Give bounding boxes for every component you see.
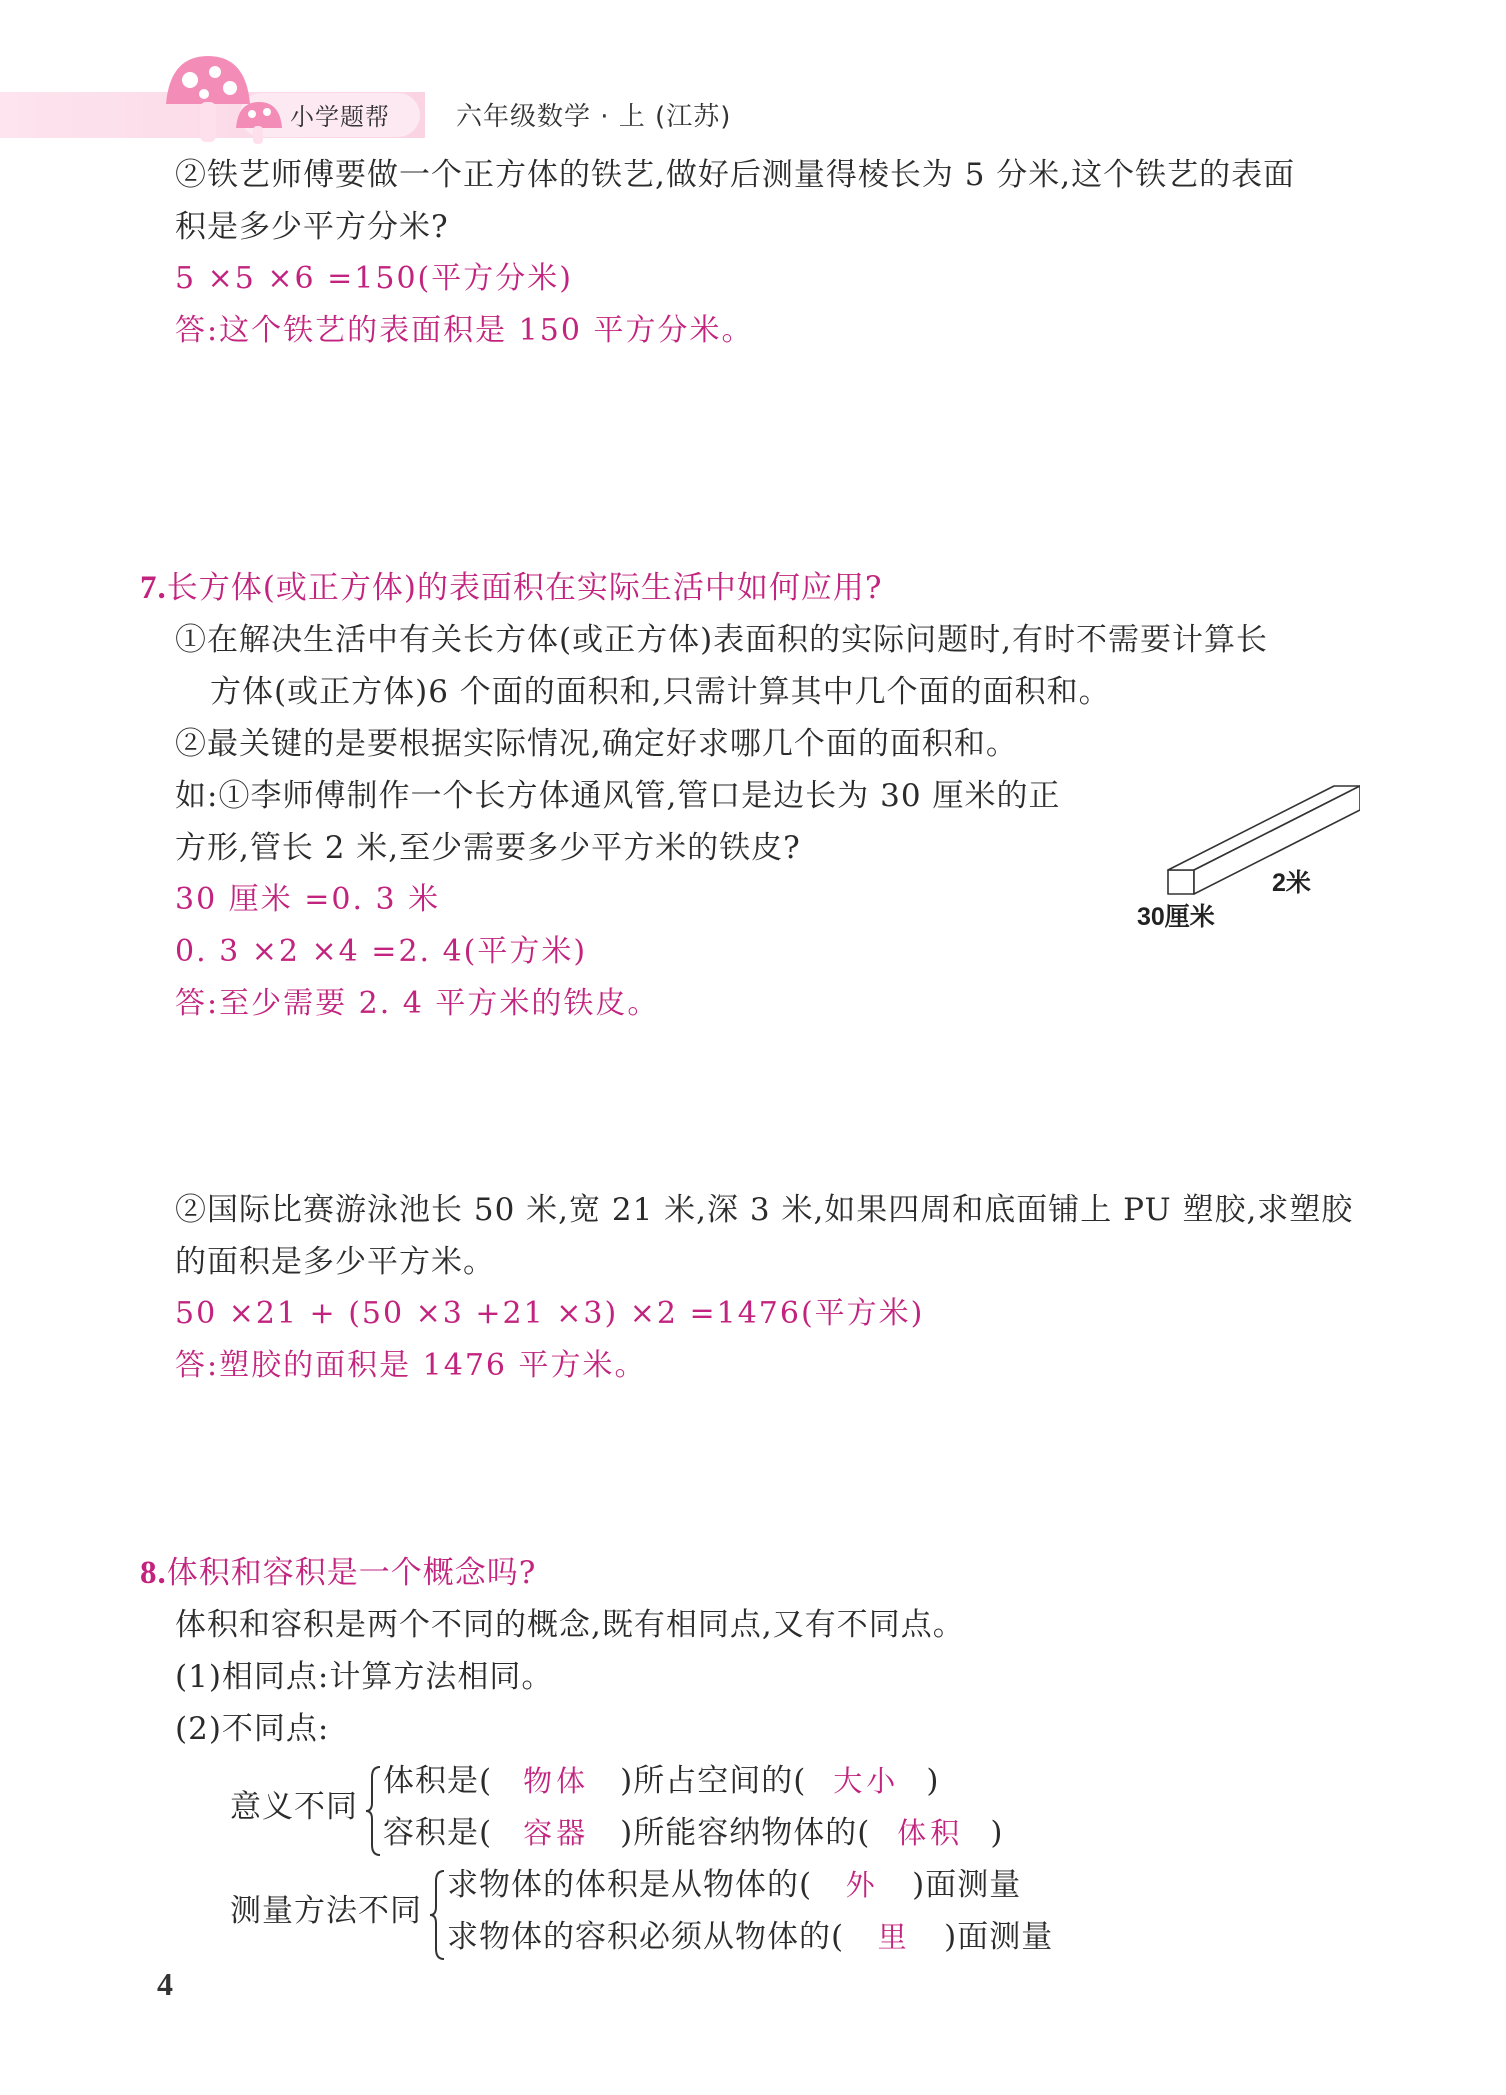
point-line: ①在解决生活中有关长方体(或正方体)表面积的实际问题时,有时不需要计算长	[175, 622, 1269, 658]
blank-answer: 外	[845, 1868, 879, 1902]
question-line: 积是多少平方分米?	[175, 209, 449, 245]
q7-number: 7.	[140, 570, 167, 606]
q7-title: 长方体(或正方体)的表面积在实际生活中如何应用?	[166, 570, 883, 606]
blank-answer: 里	[877, 1920, 911, 1954]
example-line: 的面积是多少平方米。	[175, 1244, 495, 1280]
measure-label: 测量方法不同	[230, 1893, 422, 1929]
question-line: ②铁艺师傅要做一个正方体的铁艺,做好后测量得棱长为 5 分米,这个铁艺的表面	[175, 157, 1296, 193]
blank-answer: 大小	[833, 1764, 900, 1798]
answer: 答:至少需要 2. 4 平方米的铁皮。	[175, 986, 660, 1021]
header-brand: 小学题帮	[290, 103, 390, 131]
point-line: ②最关键的是要根据实际情况,确定好求哪几个面的面积和。	[175, 726, 1018, 762]
meaning-row-volume: 体积是( 物体 )所占空间的( 大小 )	[383, 1763, 940, 1799]
brace-icon	[428, 1869, 448, 1961]
blank-answer: 体积	[897, 1816, 964, 1850]
blank-answer: 物体	[523, 1764, 590, 1798]
brace-icon	[364, 1765, 384, 1857]
calculation: 50 ×21 + (50 ×3 +21 ×3) ×2 =1476(平方米)	[175, 1296, 925, 1331]
mushroom-icon	[160, 52, 290, 147]
example-line: ②国际比赛游泳池长 50 米,宽 21 米,深 3 米,如果四周和底面铺上 PU 塑胶,求塑胶	[175, 1192, 1354, 1228]
example-line: 如:①李师傅制作一个长方体通风管,管口是边长为 30 厘米的正	[175, 778, 1061, 814]
meaning-label: 意义不同	[230, 1789, 358, 1825]
q8-number: 8.	[140, 1555, 167, 1591]
example-line: 方形,管长 2 米,至少需要多少平方米的铁皮?	[175, 830, 801, 866]
q8-title: 体积和容积是一个概念吗?	[166, 1555, 537, 1591]
measure-row-volume: 求物体的体积是从物体的( 外 )面测量	[447, 1867, 1022, 1903]
answer: 答:这个铁艺的表面积是 150 平方分米。	[175, 313, 754, 348]
duct-figure	[1160, 778, 1360, 898]
calculation: 5 ×5 ×6 =150(平方分米)	[175, 261, 573, 296]
figure-label-side: 30厘米	[1137, 903, 1215, 931]
calculation: 0. 3 ×2 ×4 =2. 4(平方米)	[175, 934, 588, 969]
q8-heading	[140, 1553, 536, 1593]
q7-heading	[140, 568, 883, 608]
point-line: 方体(或正方体)6 个面的面积和,只需计算其中几个面的面积和。	[210, 674, 1111, 710]
meaning-row-capacity: 容积是( 容器 )所能容纳物体的( 体积 )	[383, 1815, 1004, 1851]
page-number: 4	[157, 1966, 173, 2002]
figure-label-length: 2米	[1272, 869, 1311, 897]
header-title: 六年级数学 · 上 (江苏)	[456, 102, 732, 132]
conversion: 30 厘米 =0. 3 米	[175, 882, 441, 917]
measure-row-capacity: 求物体的容积必须从物体的( 里 )面测量	[447, 1919, 1054, 1955]
intro-line: 体积和容积是两个不同的概念,既有相同点,又有不同点。	[175, 1607, 965, 1643]
blank-answer: 容器	[523, 1816, 590, 1850]
diff-point: (2)不同点:	[175, 1711, 330, 1747]
same-point: (1)相同点:计算方法相同。	[175, 1659, 554, 1695]
answer: 答:塑胶的面积是 1476 平方米。	[175, 1348, 647, 1383]
